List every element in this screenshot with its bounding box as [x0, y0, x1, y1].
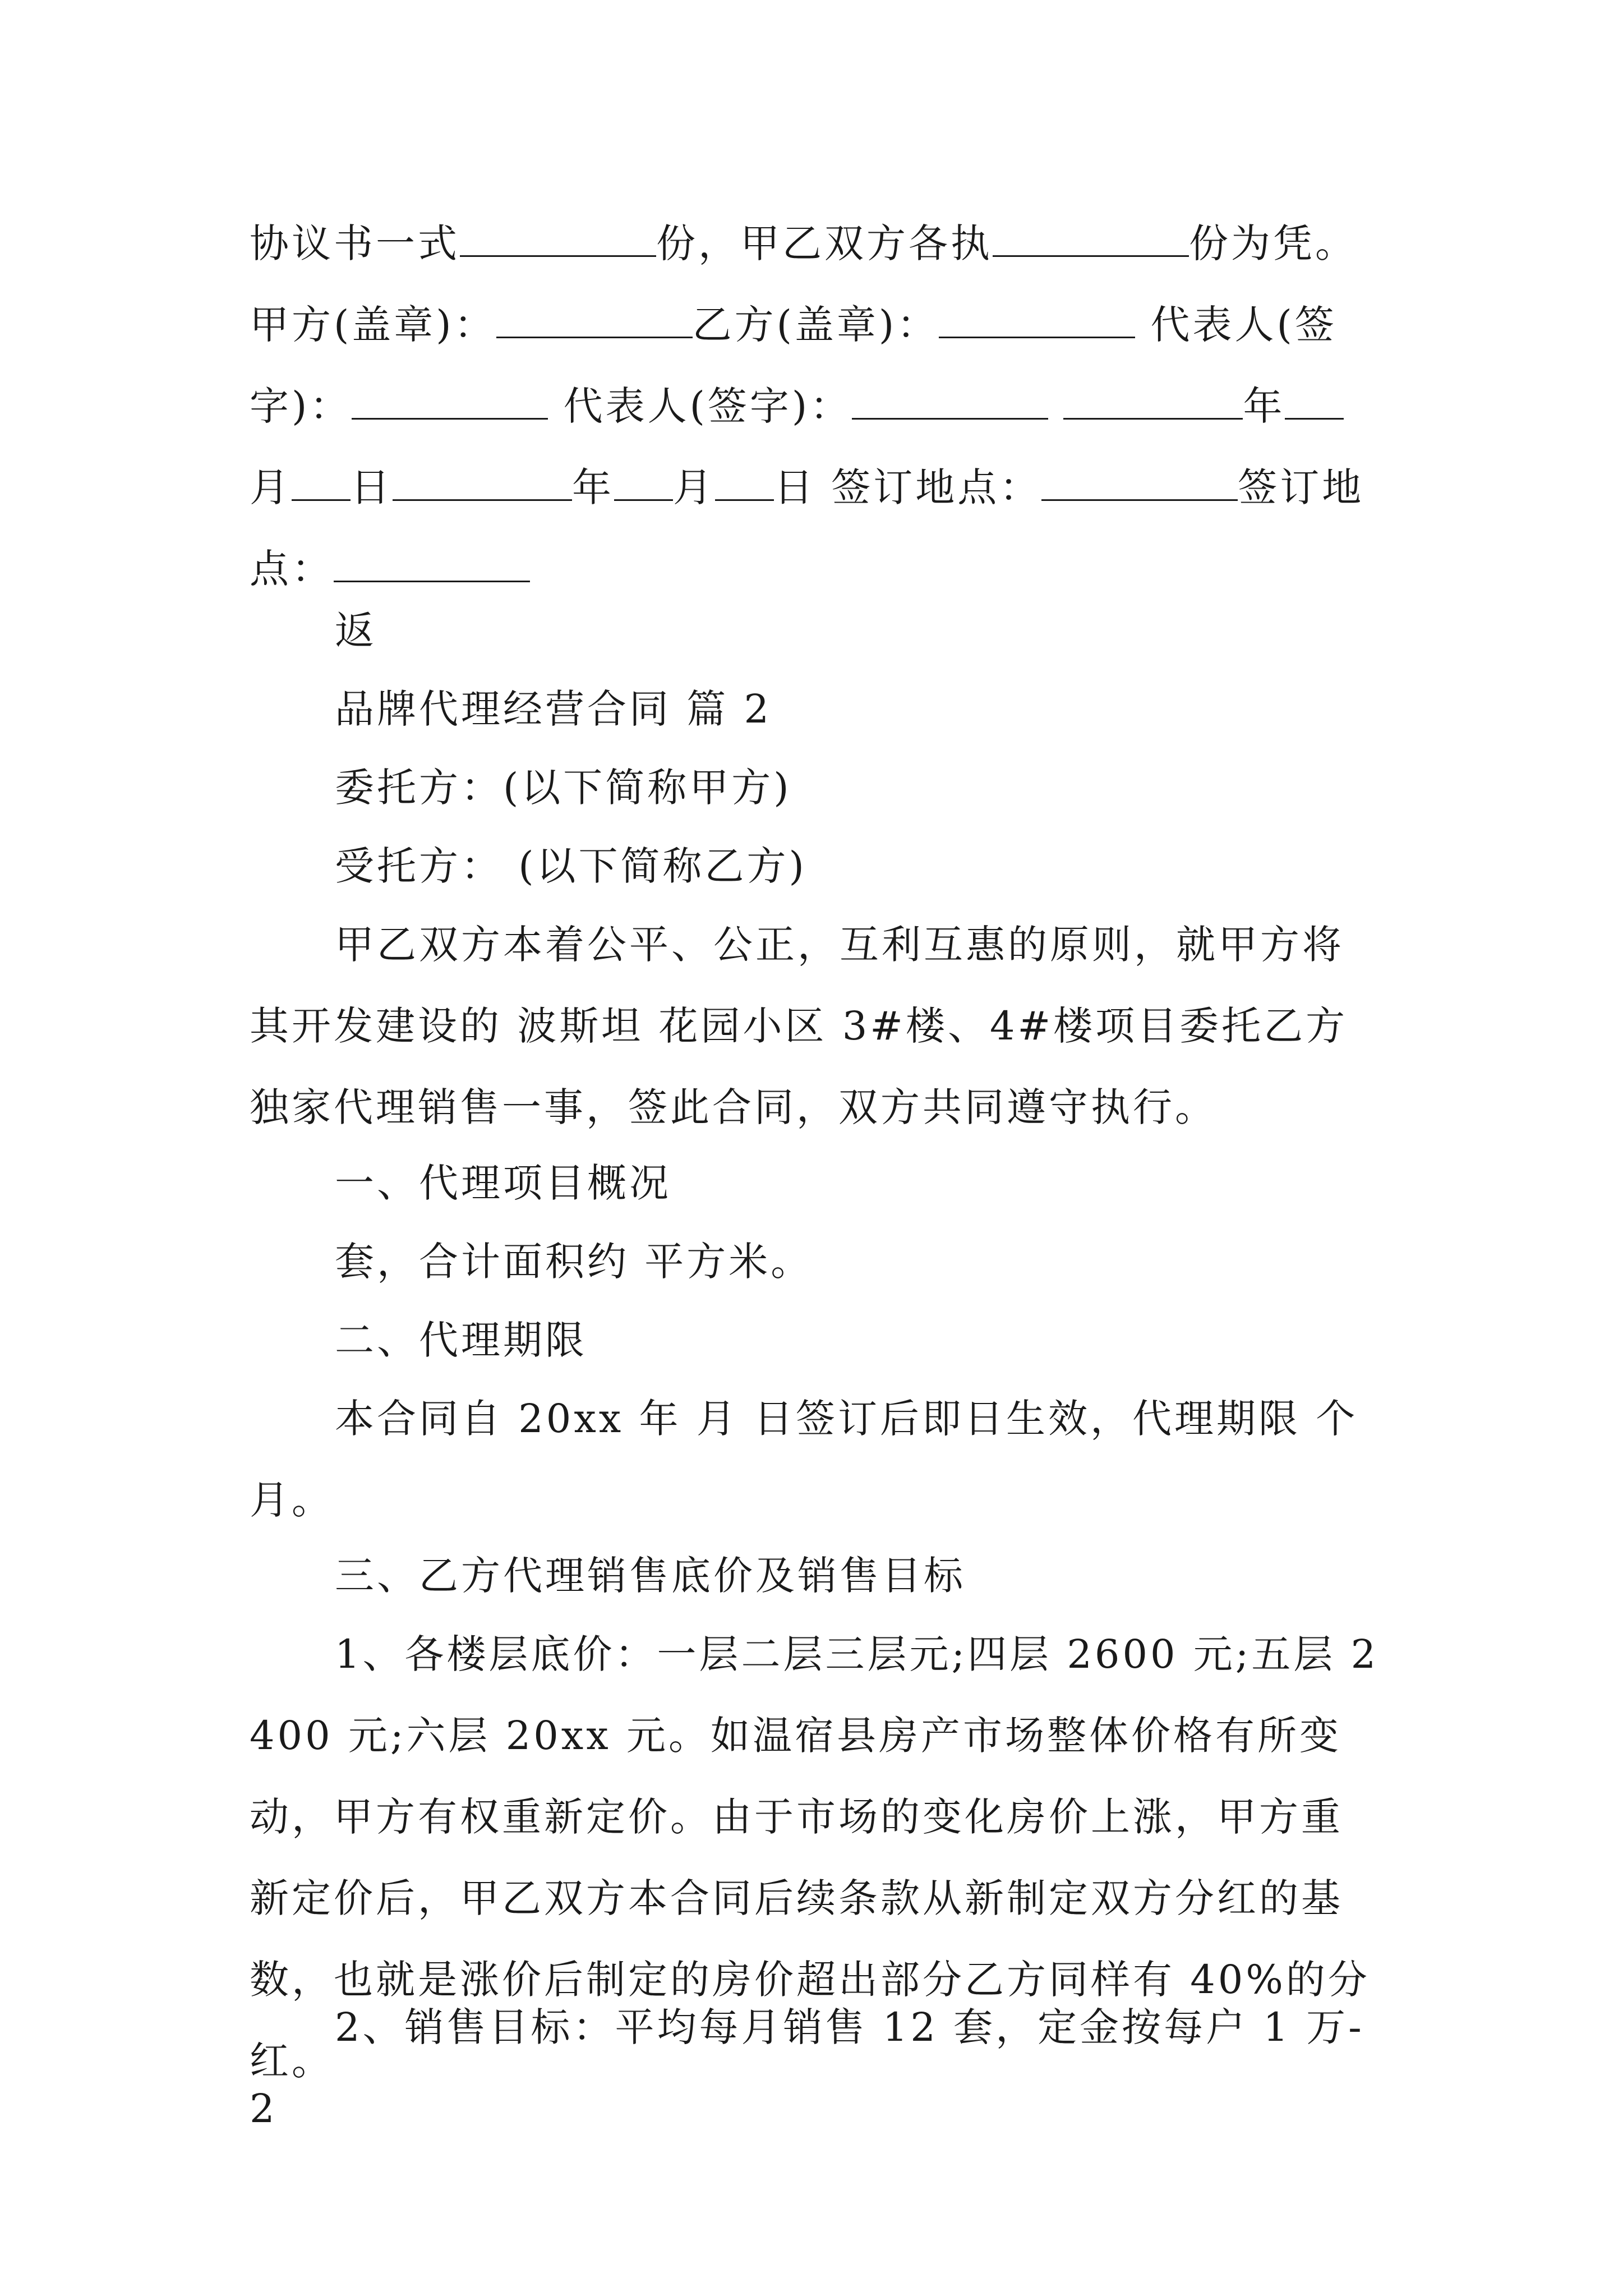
rep-sign-blank-2 — [852, 385, 1048, 420]
section3-item1: 1、各楼层底价：一层二层三层元;四层 2600 元;五层 2400 元;六层 20xx 元。如温宿县房产市场整体价格有所变动，甲方有权重新定价。由于市场的变化房价上涨，甲方重新定价后，甲乙双方本合同后续条款从新制定双方分红的基数，也就是涨价后制定的房价超出部分乙方同样有 40%的分红。 — [250, 1631, 1379, 2084]
sign-place-label-1: 签订地点： — [831, 464, 1042, 510]
rep-sign-label-1: 代表人(签字)： — [250, 302, 1337, 429]
year-label-1: 年 — [1243, 383, 1285, 429]
day-label-2: 日 — [774, 464, 816, 510]
section1-heading: 一、代理项目概况 — [335, 1160, 671, 1206]
copies-text-c: 份为凭。 — [1189, 220, 1357, 266]
sign-place-blank-1 — [1041, 467, 1238, 501]
year-blank-1 — [1063, 385, 1243, 420]
section3-item2: 2、销售目标：平均每月销售 12 套，定金按每户 1 万-2 — [250, 2004, 1364, 2132]
month-blank-1 — [1285, 385, 1344, 420]
party-b-seal-label: 乙方(盖章)： — [692, 302, 939, 348]
section2-body: 本合同自 20xx 年 月 日签订后即日生效，代理期限 个月。 — [250, 1396, 1358, 1523]
rep-sign-label-2: 代表人(签字)： — [563, 383, 852, 429]
sign-place-blank-2 — [334, 548, 530, 582]
return-label: 返 — [335, 608, 377, 654]
month-label-1: 月 — [250, 464, 292, 510]
principal-party: 委托方：(以下简称甲方) — [335, 765, 792, 811]
contract-title: 品牌代理经营合同 篇 2 — [335, 686, 772, 732]
year-label-2: 年 — [572, 464, 614, 510]
section3-heading: 三、乙方代理销售底价及销售目标 — [335, 1553, 966, 1599]
intro-paragraph: 甲乙双方本着公平、公正，互利互惠的原则，就甲方将其开发建设的 波斯坦 花园小区 3#楼、4#楼项目委托乙方独家代理销售一事，签此合同，双方共同遵守执行。 — [250, 922, 1348, 1130]
copies-text-a: 协议书一式 — [250, 220, 460, 266]
month-label-2: 月 — [673, 464, 715, 510]
month-blank-2 — [614, 467, 673, 501]
copies-text-b: 份，甲乙双方各执 — [656, 220, 993, 266]
agent-party: 受托方： (以下简称乙方) — [335, 843, 807, 889]
day-blank-2 — [715, 467, 774, 501]
day-blank-1 — [292, 467, 351, 501]
copies-each-blank — [993, 223, 1189, 257]
party-a-seal-label: 甲方(盖章)： — [250, 302, 496, 348]
rep-sign-blank-1 — [352, 385, 548, 420]
signature-block — [250, 203, 1382, 610]
section2-heading: 二、代理期限 — [335, 1317, 587, 1363]
party-b-seal-blank — [939, 304, 1135, 338]
sign-place-label-2: 签订地点： — [250, 464, 1364, 592]
section1-body: 套，合计面积约 平方米。 — [335, 1239, 813, 1285]
party-a-seal-blank — [496, 304, 693, 338]
copies-count-blank — [460, 223, 656, 257]
day-label-1: 日 — [351, 464, 393, 510]
year-blank-2 — [393, 467, 572, 501]
